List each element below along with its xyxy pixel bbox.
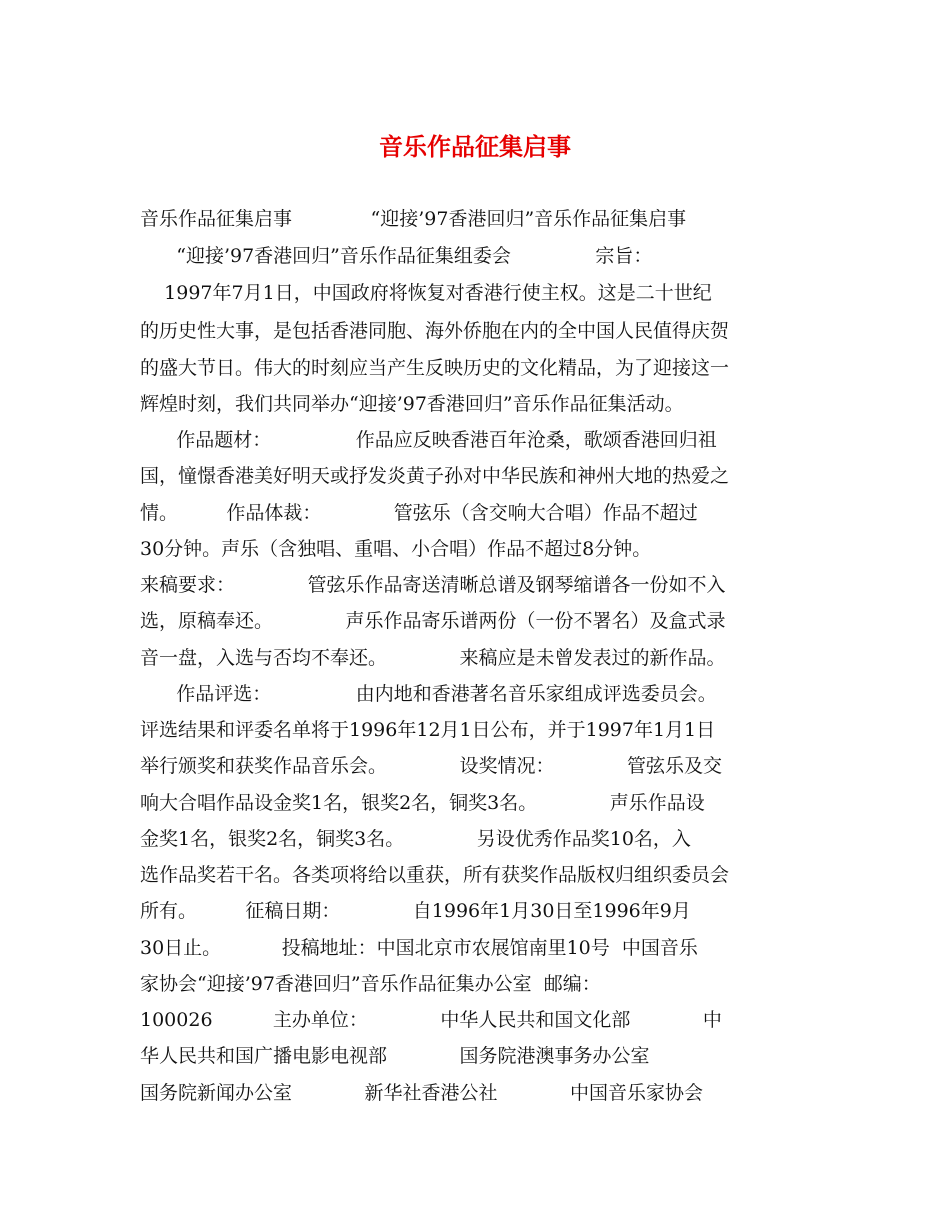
body-line: 音一盘，入选与否均不奉还。 来稿应是未曾发表过的新作品。 — [140, 647, 726, 669]
body-line: 国，憧憬香港美好明天或抒发炎黄子孙对中华民族和神州大地的热爱之 — [140, 465, 730, 487]
body-line: 来稿要求： 管弦乐作品寄送清晰总谱及钢琴缩谱各一份如不入 — [140, 574, 726, 596]
body-line: 音乐作品征集启事 “迎接’97香港回归”音乐作品征集启事 — [140, 208, 687, 230]
body-line: 国务院新闻办公室 新华社香港公社 中国音乐家协会 — [140, 1082, 703, 1104]
body-line: 选，原稿奉还。 声乐作品寄乐谱两份（一份不署名）及盒式录 — [140, 610, 726, 632]
body-line: 作品题材： 作品应反映香港百年沧桑，歌颂香港回归祖 — [140, 429, 717, 451]
body-line: 选作品奖若干名。各类项将给以重获，所有获奖作品版权归组织委员会 — [140, 864, 730, 886]
body-line: 30日止。 投稿地址：中国北京市农展馆南里10号 中国音乐 — [140, 937, 698, 959]
body-line: 情。 作品体裁： 管弦乐（含交响大合唱）作品不超过 — [140, 502, 698, 524]
body-line: 作品评选： 由内地和香港著名音乐家组成评选委员会。 — [140, 683, 717, 705]
body-line: 举行颁奖和获奖作品音乐会。 设奖情况： 管弦乐及交 — [140, 755, 722, 777]
body-line: 评选结果和评委名单将于1996年12月1日公布，并于1997年1月1日 — [140, 719, 716, 741]
document-title: 音乐作品征集启事 — [379, 132, 571, 161]
body-line: 1997年7月1日，中国政府将恢复对香港行使主权。这是二十世纪 — [140, 282, 712, 304]
body-line: 响大合唱作品设金奖1名，银奖2名，铜奖3名。 声乐作品设 — [140, 792, 705, 814]
body-line: 所有。 征稿日期： 自1996年1月30日至1996年9月 — [140, 900, 691, 922]
body-line: 30分钟。声乐（含独唱、重唱、小合唱）作品不超过8分钟。 — [140, 538, 652, 560]
body-line: 家协会“迎接’97香港回归”音乐作品征集办公室 邮编： — [140, 973, 601, 995]
body-line: 辉煌时刻，我们共同举办“迎接’97香港回归”音乐作品征集活动。 — [140, 393, 684, 415]
body-line: “迎接’97香港回归”音乐作品征集组委会 宗旨： — [140, 245, 653, 267]
body-line: 华人民共和国广播电影电视部 国务院港澳事务办公室 — [140, 1045, 650, 1067]
body-line: 金奖1名，银奖2名，铜奖3名。 另设优秀作品奖10名，入 — [140, 828, 691, 850]
body-line: 的历史性大事，是包括香港同胞、海外侨胞在内的全中国人民值得庆贺 — [140, 320, 730, 342]
body-line: 100026 主办单位： 中华人民共和国文化部 中 — [140, 1009, 722, 1031]
body-line: 的盛大节日。伟大的时刻应当产生反映历史的文化精品，为了迎接这一 — [140, 357, 730, 379]
